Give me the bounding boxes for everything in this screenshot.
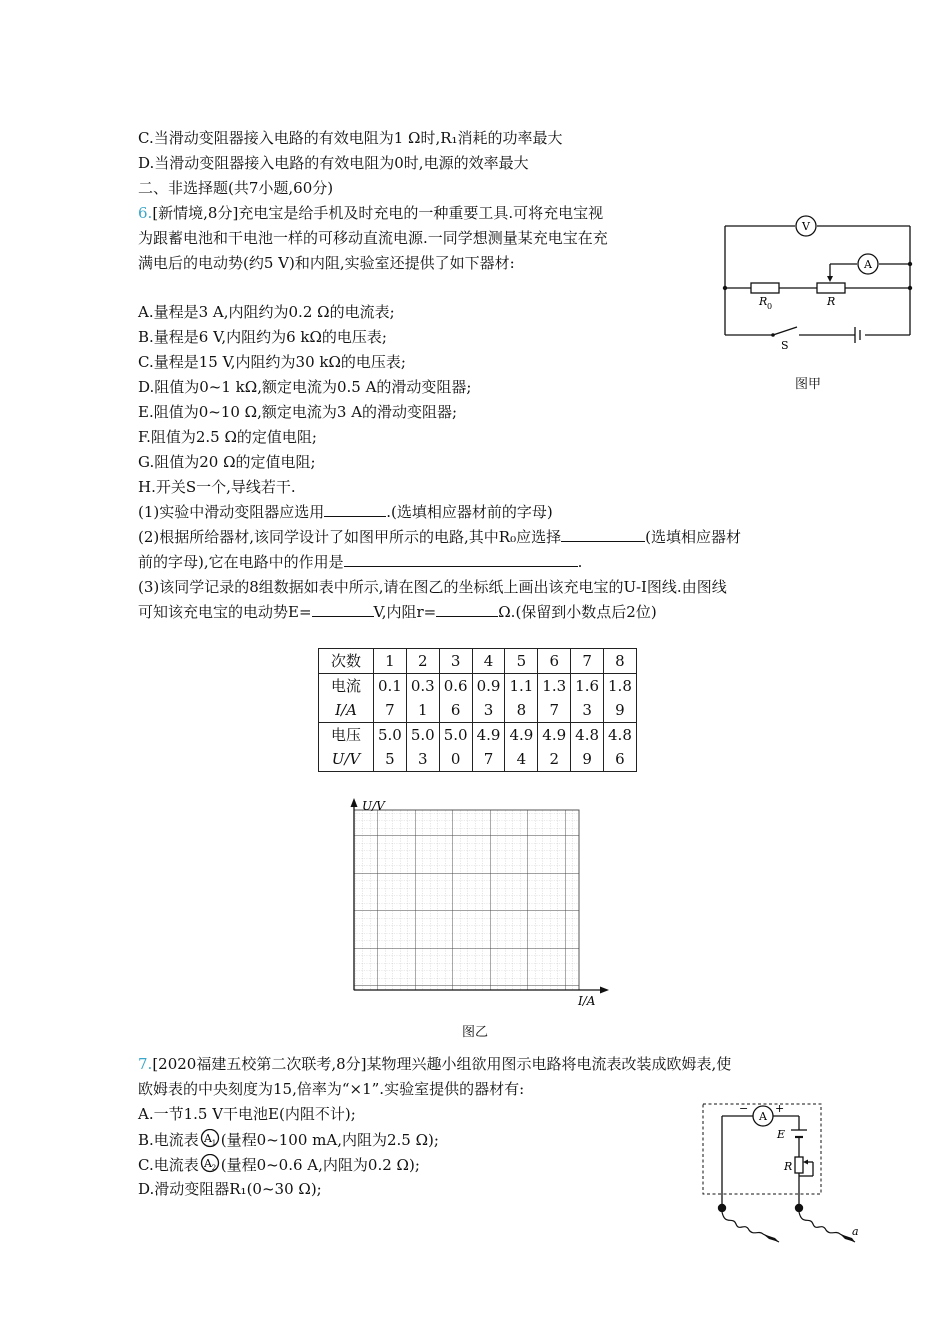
svg-text:R: R <box>827 295 836 308</box>
q6-option: H.开关S一个,导线若干. <box>138 478 296 496</box>
q6-number: 6. <box>138 204 153 222</box>
x-axis-arrow-icon <box>600 987 609 994</box>
q6-part3-line1: (3)该同学记录的8组数据如表中所示,请在图乙的坐标纸上画出该充电宝的U-I图线.由图线 <box>138 578 727 596</box>
terminal-icon <box>795 1204 803 1212</box>
rheostat <box>795 1157 803 1173</box>
ammeter-a1-icon <box>199 1129 221 1149</box>
q7-stem-line1: 7.[2020福建五校第二次联考,8分]某物理兴趣小组欲用图示电路将电流表改装成欧姆表,使 <box>138 1055 732 1073</box>
slider-arrow-icon <box>827 276 833 282</box>
q6-option: C.量程是15 V,内阻约为30 kΩ的电压表; <box>138 353 406 371</box>
slider-arrow-icon <box>803 1160 808 1165</box>
svg-text:A: A <box>203 1157 212 1170</box>
svg-text:−: − <box>739 1102 749 1115</box>
probe-left <box>763 1234 779 1242</box>
lead-label-a: a <box>852 1225 859 1238</box>
figure-caption-jia: 图甲 <box>795 377 822 392</box>
table-row: U/V 5 3 0 7 4 2 9 6 <box>319 747 637 772</box>
ammeter-a2-icon <box>199 1154 221 1174</box>
q6-option: G.阻值为20 Ω的定值电阻; <box>138 453 316 471</box>
table-row: 电压 5.0 5.0 5.0 4.9 4.9 4.9 4.8 4.8 <box>319 723 637 748</box>
figure-caption-yi: 图乙 <box>462 1025 489 1040</box>
q7-option-c: C.电流表 A 2 (量程0~0.6 A,内阻为0.2 Ω); <box>138 1156 420 1174</box>
q6-stem-line2: 为跟蓄电池和干电池一样的可移动直流电源.一同学想测量某充电宝在充 <box>138 229 608 247</box>
svg-text:A: A <box>759 1110 767 1123</box>
rheostat-r <box>817 283 845 293</box>
svg-text:E: E <box>777 1128 786 1141</box>
grid-area <box>354 810 579 990</box>
answer-blank <box>561 527 645 542</box>
graph-paper-yi <box>340 798 610 1008</box>
option-d-previous: D.当滑动变阻器接入电路的有效电阻为0时,电源的效率最大 <box>138 154 529 172</box>
answer-blank <box>324 502 386 517</box>
q6-part3-line2: 可知该充电宝的电动势E= V,内阻r= Ω.(保留到小数点后2位) <box>138 603 657 621</box>
q6-part1: (1)实验中滑动变阻器应选用 .(选填相应器材前的字母) <box>138 503 553 521</box>
ohmmeter-circuit-diagram <box>695 1100 870 1245</box>
circuit-diagram-jia <box>715 208 920 358</box>
answer-blank <box>436 602 498 617</box>
svg-text:R: R <box>759 295 768 308</box>
svg-text:+: + <box>775 1102 785 1115</box>
svg-text:R: R <box>784 1160 793 1173</box>
resistor-r0 <box>751 283 779 293</box>
terminal-icon <box>718 1204 726 1212</box>
svg-text:S: S <box>781 339 789 352</box>
q6-stem-line3: 满电后的电动势(约5 V)和内阻,实验室还提供了如下器材: <box>138 254 515 272</box>
answer-blank <box>344 552 578 567</box>
y-axis-arrow-icon <box>351 798 358 807</box>
svg-text:V: V <box>802 220 810 233</box>
svg-text:2: 2 <box>211 1164 216 1172</box>
q6-part2-line2: 前的字母),它在电路中的作用是 . <box>138 553 583 571</box>
table-row: 电流 0.1 0.3 0.6 0.9 1.1 1.3 1.6 1.8 <box>319 674 637 699</box>
svg-text:1: 1 <box>211 1139 217 1147</box>
q7-option-b: B.电流表 A 1 (量程0~100 mA,内阻为2.5 Ω); <box>138 1131 439 1149</box>
q7-option-d: D.滑动变阻器R₁(0~30 Ω); <box>138 1180 322 1198</box>
q6-part2-line1: (2)根据所给器材,该同学设计了如图甲所示的电路,其中R₀应选择 (选填相应器材 <box>138 528 741 546</box>
table-row: I/A 7 1 6 3 8 7 3 9 <box>319 698 637 723</box>
data-table <box>318 648 637 772</box>
q6-option: E.阻值为0~10 Ω,额定电流为3 A的滑动变阻器; <box>138 403 458 421</box>
q7-option-a: A.一节1.5 V干电池E(内阻不计); <box>138 1105 356 1123</box>
q7-number: 7. <box>138 1055 153 1073</box>
x-axis-label: I/A <box>578 994 596 1008</box>
q6-option: B.量程是6 V,内阻约为6 kΩ的电压表; <box>138 328 387 346</box>
q6-stem-line1: 6.[新情境,8分]充电宝是给手机及时充电的一种重要工具.可将充电宝视 <box>138 204 604 222</box>
q7-stem-line2: 欧姆表的中央刻度为15,倍率为“×1”.实验室提供的器材有: <box>138 1080 525 1098</box>
q6-option: F.阻值为2.5 Ω的定值电阻; <box>138 428 317 446</box>
table-row: 次数 1 2 3 4 5 6 7 8 <box>319 649 637 674</box>
answer-blank <box>312 602 374 617</box>
svg-text:A: A <box>203 1132 212 1145</box>
option-c-previous: C.当滑动变阻器接入电路的有效电阻为1 Ω时,R₁消耗的功率最大 <box>138 129 563 147</box>
svg-text:0: 0 <box>767 302 773 311</box>
svg-text:A: A <box>864 258 872 271</box>
y-axis-label: U/V <box>362 799 385 813</box>
section-title: 二、非选择题(共7小题,60分) <box>138 179 334 197</box>
q6-option: D.阻值为0~1 kΩ,额定电流为0.5 A的滑动变阻器; <box>138 378 472 396</box>
q6-option: A.量程是3 A,内阻约为0.2 Ω的电流表; <box>138 303 395 321</box>
